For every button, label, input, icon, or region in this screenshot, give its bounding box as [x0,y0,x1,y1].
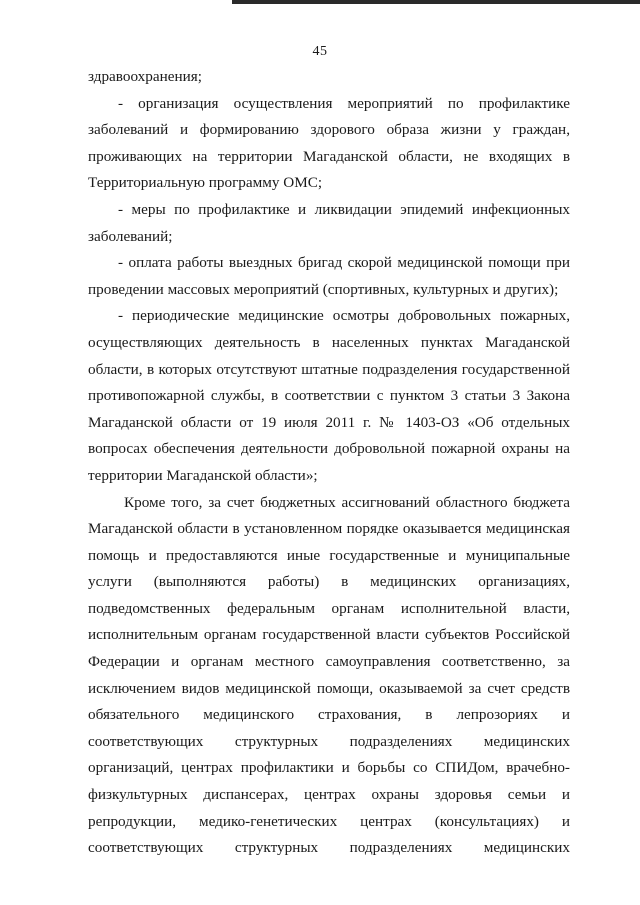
text-line: проживающих на территории Магаданской области, не входящих в [88,147,570,165]
text-line: противопожарной службы, в соответствии с пунктом 3 статьи 3 Закона [88,387,570,405]
text-line: - периодические медицинские осмотры добровольных пожарных, [118,307,570,325]
document-body [88,64,570,862]
text-line: соответствующих структурных подразделениях медицинских [88,732,570,750]
text-line: вопросах обеспечения деятельности добровольной пожарной охраны на [88,440,570,458]
text-line: области, в которых отсутствуют штатные подразделения государственной [88,360,570,378]
text-line: заболеваний; [88,227,173,245]
text-line: - оплата работы выездных бригад скорой медицинской помощи при [118,254,570,272]
text-line: Федерации и органам местного самоуправления соответственно, за [88,653,570,671]
text-line: здравоохранения; [88,68,202,85]
text-line: - меры по профилактике и ликвидации эпидемий инфекционных [118,200,570,218]
text-line: Магаданской области в установленном порядке оказывается медицинская [88,520,570,538]
text-line: осуществляющих деятельность в населенных пунктах Магаданской [88,333,570,351]
text-line: Кроме того, за счет бюджетных ассигнований областного бюджета [124,493,570,511]
text-line: Территориальную программу ОМС; [88,174,323,192]
text-line: исключением видов медицинской помощи, оказываемой за счет средств [88,679,570,697]
text-line: физкультурных диспансерах, центрах охраны здоровья семьи и [88,786,570,804]
text-line: организаций, центрах профилактики и борьбы со СПИДом, врачебно- [88,759,570,777]
text-line: услуги (выполняются работы) в медицинских организациях, [88,573,570,591]
text-line: исполнительным органам государственной власти субъектов Российской [88,626,570,644]
text-line: репродукции, медико-генетических центрах (консультациях) и [88,812,570,830]
text-line: помощь и предоставляются иные государственные и муниципальные [88,546,570,564]
text-line: - организация осуществления мероприятий по профилактике [118,94,570,112]
text-line: подведомственных федеральным органам исполнительной власти, [88,599,570,617]
text-line: обязательного медицинского страхования, в лепрозориях и [88,706,570,724]
text-line: заболеваний и формированию здорового образа жизни у граждан, [88,121,570,139]
text-line: соответствующих структурных подразделениях медицинских [88,839,570,857]
text-line: территории Магаданской области»; [88,466,318,484]
page-number: 45 [312,44,328,59]
top-border-line [232,0,640,4]
text-line: проведении массовых мероприятий (спортивных, культурных и других); [88,280,559,298]
text-line: Магаданской области от 19 июля 2011 г. № 1403-ОЗ «Об отдельных [88,413,570,431]
